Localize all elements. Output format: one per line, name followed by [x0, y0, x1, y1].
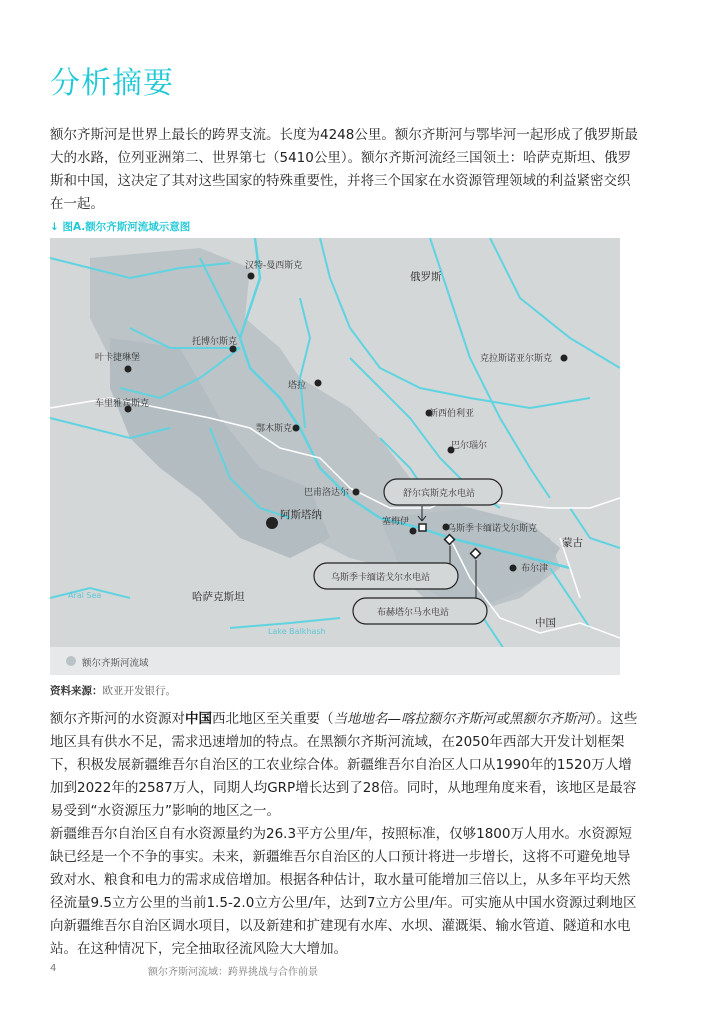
callout-shulbinsk: [384, 479, 502, 505]
country-label-kazakhstan: 哈萨克斯坦: [192, 591, 245, 603]
city-dot-khanty: [248, 273, 255, 280]
city-dot-tara: [315, 380, 322, 387]
city-label-pavlodar: 巴甫洛达尔: [304, 488, 350, 498]
callout-label-shulbinsk: 舒尔宾斯克水电站: [403, 489, 476, 499]
body-paragraph-2: [50, 708, 642, 823]
callout-label-ustkam: 乌斯季卡缅诺戈尔水电站: [331, 573, 431, 583]
para2-china: 中国: [185, 711, 212, 727]
para2-italic: 当地地名—喀拉额尔齐斯河或黑额尔齐斯河: [333, 711, 590, 727]
city-dot-petropavl: [125, 366, 132, 373]
body-paragraph-3: 新疆维吾尔自治区自有水资源量约为26.3平方公里/年，按照标准，仅够1800万人用水。水资源短缺已经是一个不争的事实。未来，新疆维吾尔自治区的人口预计将进一步增长，这将不可避免地导致对水、粮食和电力的需求成倍增加。根据各种估计，取水量可能增加三倍以上，从多年平均天然径流量9.5立方公里的当前1.5-2.0立方公里/年，达到7立方公里/年。可实施从中国水资源过剩地区向新疆维吾尔自治区调水项目，以及新建和扩建现有水库、水坝、灌溉渠、输水管道、隧道和水电站。在这种情况下，完全抽取径流风险大大增加。: [50, 826, 637, 957]
map-legend: [50, 647, 620, 675]
city-dot-omsk: [293, 425, 300, 432]
city-label-astana: 阿斯塔纳: [280, 509, 322, 521]
legend-swatch-basin: [66, 656, 76, 666]
callout-label-bukhtarma: 布赫塔尔马水电站: [377, 608, 450, 618]
country-label-russia: 俄罗斯: [410, 271, 442, 283]
source-line: [50, 683, 176, 698]
para2-part-b: 西北地区至关重要（: [212, 711, 334, 727]
page-title: 分析摘要: [50, 66, 174, 101]
city-label-semey: 塞梅伊: [382, 517, 410, 527]
source-label: 资料来源：: [50, 685, 103, 697]
source-text: 欧亚开发银行。: [102, 685, 176, 697]
city-dot-burqin: [510, 565, 517, 572]
lake-label-1: Aral Sea: [68, 591, 102, 600]
city-label-tobolsk: 托博尔斯克: [192, 337, 238, 347]
city-label-novosibirsk: 新西伯利亚: [429, 409, 475, 419]
city-label-burqin: 布尔津: [521, 564, 549, 574]
para2-part-a: 额尔齐斯河的水资源对: [50, 711, 185, 727]
city-label-omsk: 鄂木斯克: [256, 424, 293, 434]
city-dot-astana: [266, 517, 278, 529]
callout-bukhtarma: [353, 598, 487, 624]
dam-icon-shulbinsk: [419, 524, 426, 531]
legend-label-basin: 额尔齐斯河流域: [82, 658, 149, 669]
city-dot-pavlodar: [353, 489, 360, 496]
city-label-petropavl: 叶卡捷琳堡: [95, 353, 141, 363]
city-dot-semey: [410, 528, 417, 535]
country-label-china: 中国: [535, 617, 556, 629]
city-label-khanty: 汉特-曼西斯克: [245, 261, 303, 271]
lake-label-2: Lake Balkhash: [268, 627, 326, 636]
callout-ustkam: [314, 563, 458, 589]
page-number: 4: [50, 963, 57, 974]
city-label-tara: 塔拉: [288, 381, 307, 391]
country-label-mongolia: 蒙古: [562, 537, 583, 549]
city-label-krasnoyarsk: 克拉斯诺亚尔斯克: [480, 354, 553, 364]
city-label-barnaul: 巴尔瑙尔: [451, 441, 488, 451]
map-canvas: [50, 238, 620, 675]
city-dot-krasnoyarsk: [561, 355, 568, 362]
footer-title: 额尔齐斯河流域：跨界挑战与合作前景: [148, 967, 318, 978]
figure-caption: ↓ 图A.额尔齐斯河流域示意图: [50, 221, 191, 233]
city-label-kurgan: 车里雅宾斯克: [95, 399, 150, 409]
intro-paragraph: 额尔齐斯河是世界上最长的跨界支流。长度为4248公里。额尔齐斯河与鄂毕河一起形成了俄罗斯最大的水路，位列亚洲第二、世界第七（5410公里）。额尔齐斯河流经三国领土：哈萨克斯坦、俄罗斯和中国，这决定了其对这些国家的特殊重要性，并将三个国家在水资源管理领域的利益紧密交织在一起。: [50, 127, 638, 212]
city-label-ustkam: 乌斯季卡缅诺戈尔斯克: [447, 524, 538, 534]
irtysh-basin-map: [50, 238, 620, 675]
para2-part-c: ）。这些地区具有供水不足，需求迅速增加的特点。在黑额尔齐斯河流域，在2050年西部大开发计划框架下，积极发展新疆维吾尔自治区的工农业综合体。新疆维吾尔自治区人口从1990年的1520万人增加到2022年的2587万人，同期人均GRP增长达到了28倍。同时，从地理角度来看，该地区是最容易受到“水资源压力”影响的地区之一。: [50, 711, 638, 819]
